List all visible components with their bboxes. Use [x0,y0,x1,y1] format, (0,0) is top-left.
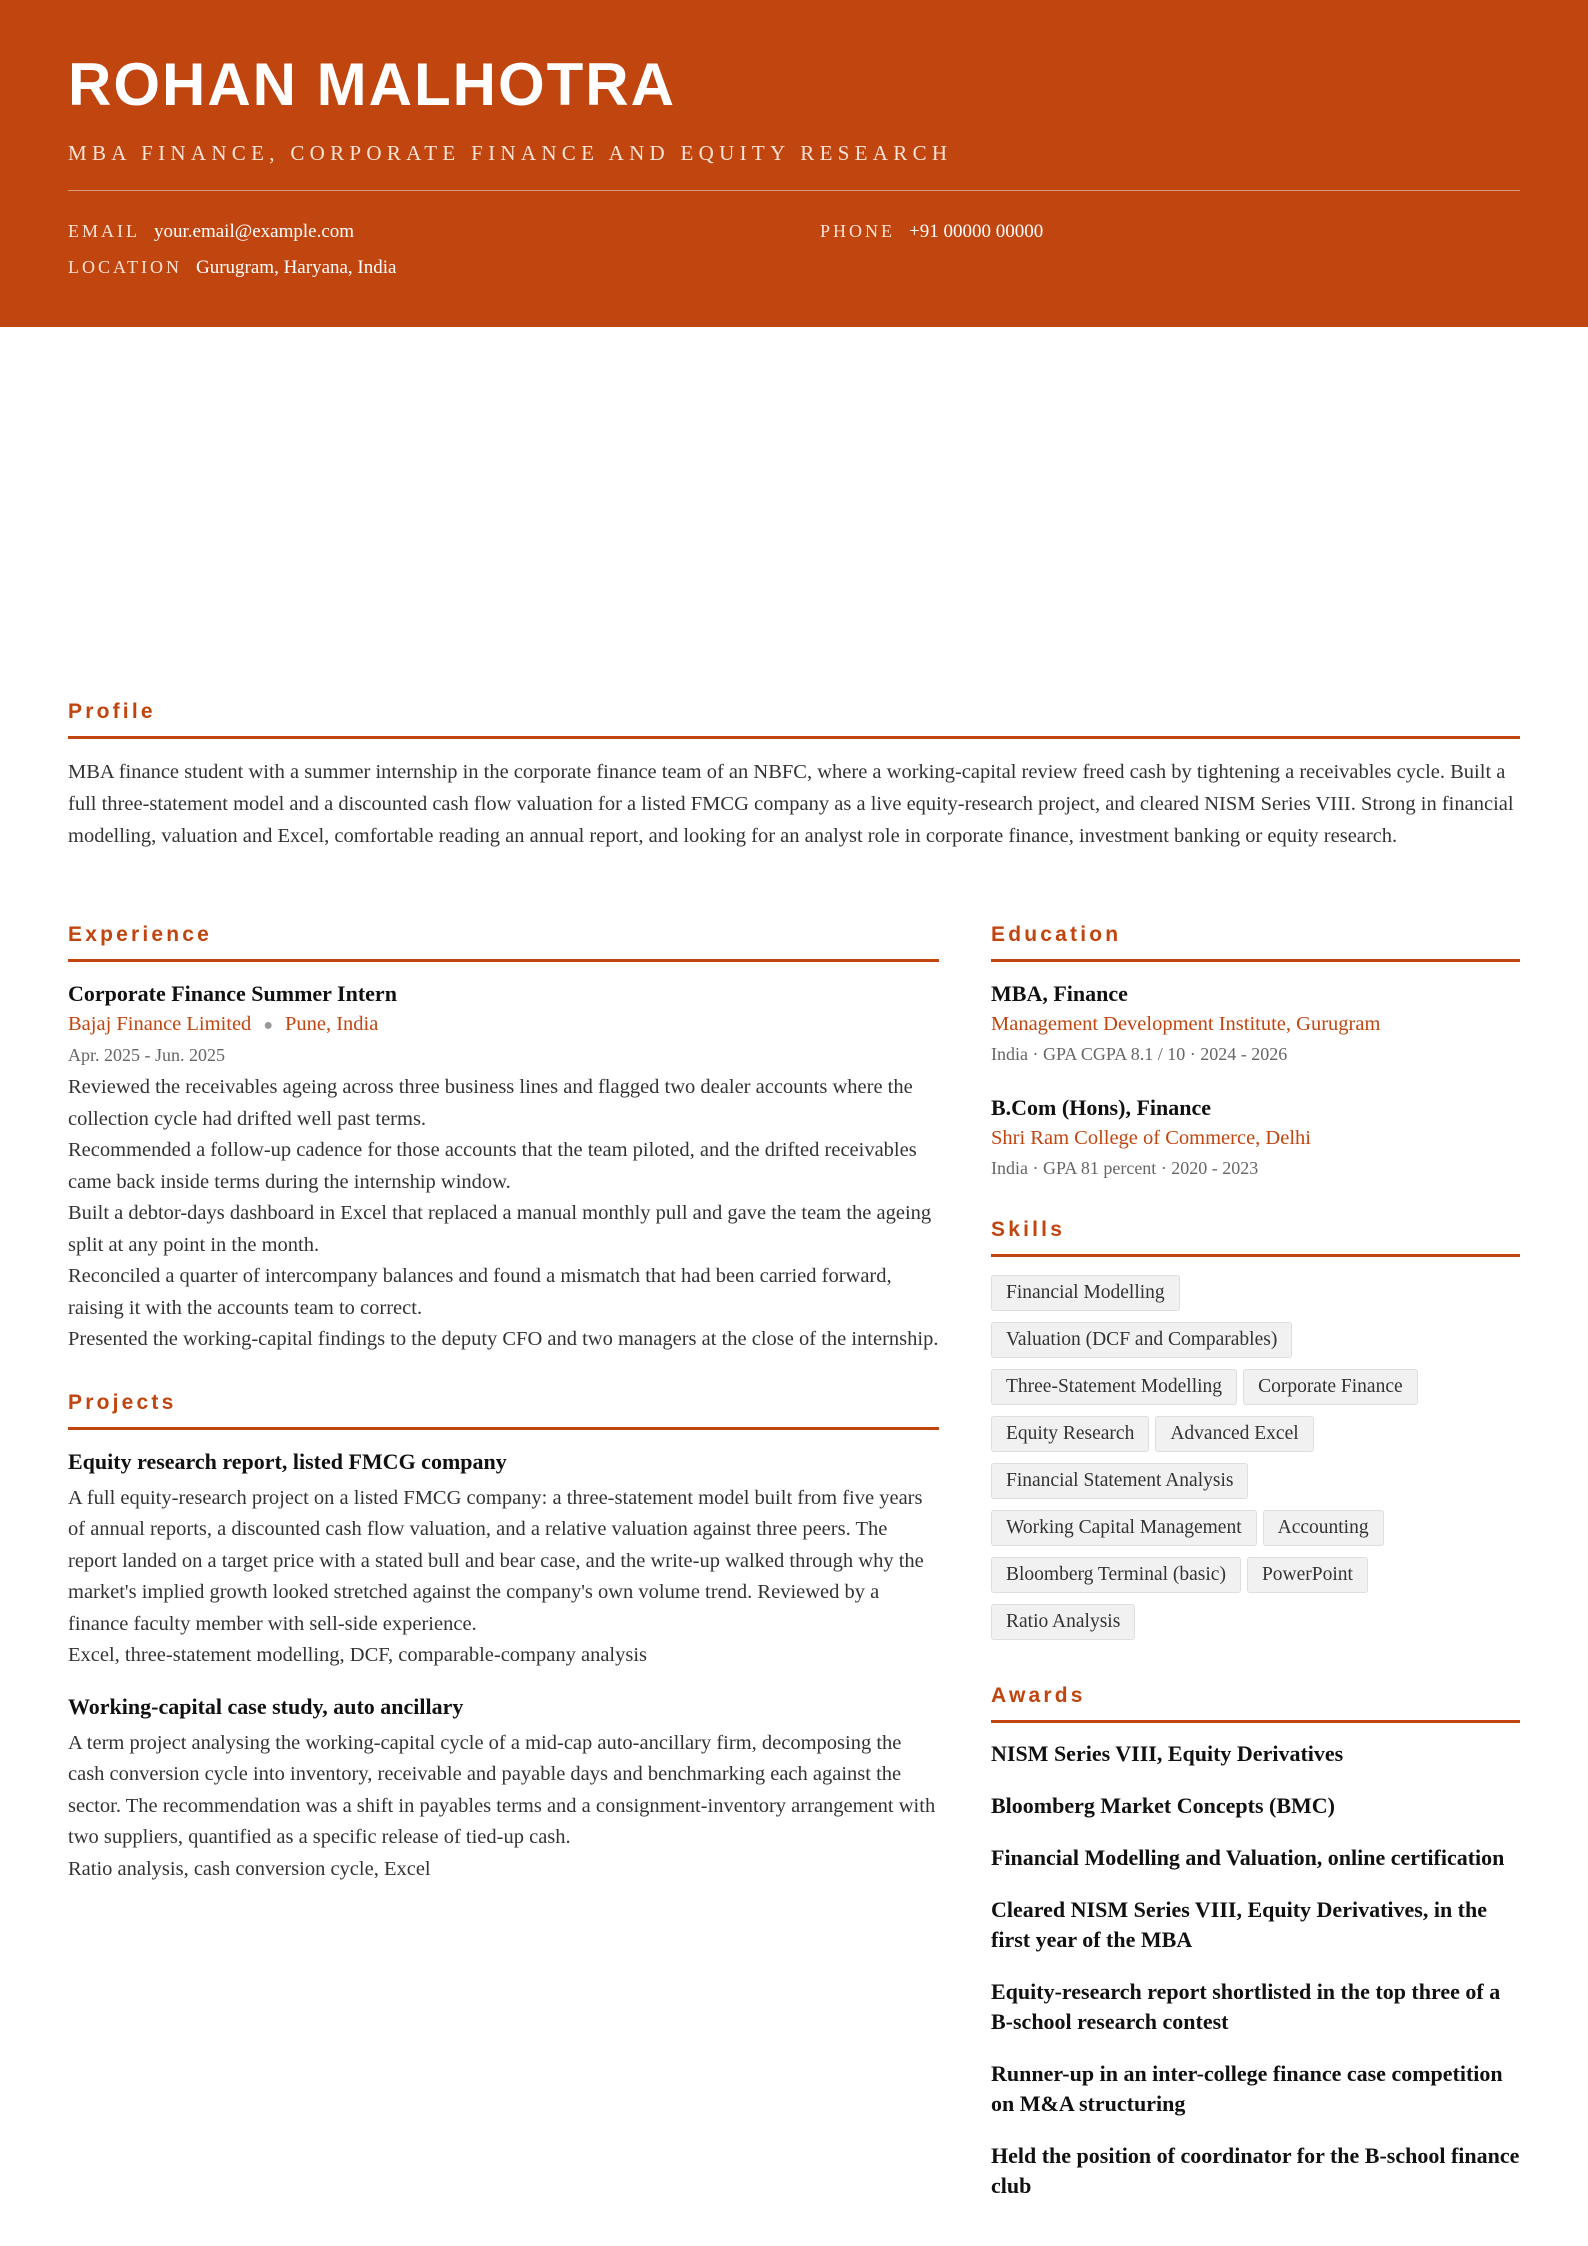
award-item: Financial Modelling and Valuation, online certification [991,1845,1505,1870]
job-bullets [68,1072,939,1356]
candidate-tagline: MBA FINANCE, CORPORATE FINANCE AND EQUITY RESEARCH [68,141,953,165]
header-divider [68,190,1520,191]
phone-value[interactable]: +91 00000 00000 [909,221,1044,242]
skills-section [991,1217,1520,1651]
contact-location [68,254,396,281]
phone-label: PHONE [820,221,896,241]
section-title-skills: Skills [991,1217,1520,1257]
education-section [991,922,1520,1183]
job-entry [68,979,939,1356]
job-bullet: Reconciled a quarter of intercompany balances and found a mismatch that had been carried forward, raising it with the accounts team to correct. [68,1265,892,1319]
project-description: A term project analysing the working-capital cycle of a mid-cap auto-ancillary firm, decomposing the cash conversion cycle into inventory, receivable and payable days and benchmarking each against the sector. The recommendation was a shift in payables terms and a consignment-inventory arrangement with two suppliers, quantified as a specific release of tied-up cash. [68,1731,936,1848]
award-item: Held the position of coordinator for the B-school finance club [991,2143,1520,2198]
education-degree: MBA, Finance [991,981,1128,1006]
project-tech: Excel, three-statement modelling, DCF, comparable-company analysis [68,1644,648,1666]
skill-tag: Working Capital Management [991,1510,1257,1546]
skill-tag: Financial Modelling [991,1275,1180,1311]
section-title-education: Education [991,922,1520,962]
education-entry [991,979,1520,1069]
profile-section [68,699,1520,852]
contact-email [68,218,354,245]
skill-tag: Three-Statement Modelling [991,1369,1237,1405]
location-label: LOCATION [68,257,182,277]
awards-section [991,1683,1520,2201]
skill-tag: Accounting [1263,1510,1384,1546]
left-column [68,922,939,1885]
experience-section [68,922,939,1356]
section-title-awards: Awards [991,1683,1520,1723]
project-entry [68,1692,939,1886]
education-school: Shri Ram College of Commerce, Delhi [991,1127,1311,1149]
award-item: Cleared NISM Series VIII, Equity Derivatives, in the first year of the MBA [991,1897,1488,1952]
job-bullet: Reviewed the receivables ageing across three business lines and flagged two dealer accounts where the collection cycle had drifted well past terms. [68,1076,913,1130]
project-title: Working-capital case study, auto ancillary [68,1693,464,1719]
contact-row-2 [68,254,1520,284]
skill-tag: Bloomberg Terminal (basic) [991,1557,1241,1593]
section-title-projects: Projects [68,1390,939,1430]
education-meta: India · GPA 81 percent · 2020 - 2023 [991,1158,1259,1178]
right-column [991,922,1520,2223]
job-dates: Apr. 2025 - Jun. 2025 [68,1045,225,1065]
section-title-profile: Profile [68,699,1520,739]
skills-list [991,1275,1520,1651]
candidate-name: ROHAN MALHOTRA [68,51,676,118]
contact-phone [820,218,1043,245]
project-description: A full equity-research project on a listed FMCG company: a three-statement model built from five years of annual reports, a discounted cash flow valuation, and a relative valuation against three peers. The report landed on a target price with a stated bull and bear case, and the write-up walked through why the market's implied growth looked stretched against the company's own volume trend. Reviewed by a finance faculty member with sell-side experience. [68,1486,924,1635]
education-degree: B.Com (Hons), Finance [991,1095,1211,1120]
award-item: NISM Series VIII, Equity Derivatives [991,1741,1344,1766]
job-location: Pune, India [284,1013,379,1035]
projects-section [68,1390,939,1886]
skill-tag: Equity Research [991,1416,1149,1452]
education-entry [991,1093,1520,1183]
skill-tag: Financial Statement Analysis [991,1463,1248,1499]
email-label: EMAIL [68,221,140,241]
awards-list [991,1739,1520,2201]
email-value[interactable]: your.email@example.com [154,221,355,242]
section-title-experience: Experience [68,922,939,962]
job-bullet: Recommended a follow-up cadence for those accounts that the team piloted, and the drifted receivables came back inside terms during the internship window. [68,1139,917,1193]
skill-tag: Corporate Finance [1243,1369,1418,1405]
project-tech: Ratio analysis, cash conversion cycle, Excel [68,1857,431,1880]
award-item: Equity-research report shortlisted in the top three of a B-school research contest [991,1979,1501,2034]
job-bullet: Built a debtor-days dashboard in Excel that replaced a manual monthly pull and gave the team the ageing split at any point in the month. [68,1202,932,1256]
resume-header [0,0,1588,327]
job-title: Corporate Finance Summer Intern [68,981,397,1006]
contact-row-1 [68,218,1520,248]
award-item: Runner-up in an inter-college finance case competition on M&A structuring [991,2061,1503,2116]
job-org [68,1009,939,1041]
skill-tag: Valuation (DCF and Comparables) [991,1322,1292,1358]
job-bullet: Presented the working-capital findings to the deputy CFO and two managers at the close of the internship. [68,1328,939,1350]
skill-tag: Advanced Excel [1155,1416,1313,1452]
skill-tag: Ratio Analysis [991,1604,1135,1640]
award-item: Bloomberg Market Concepts (BMC) [991,1793,1335,1818]
education-meta: India · GPA CGPA 8.1 / 10 · 2024 - 2026 [991,1044,1288,1064]
location-value: Gurugram, Haryana, India [196,257,397,278]
job-company: Bajaj Finance Limited [68,1013,252,1035]
profile-text: MBA finance student with a summer internship in the corporate finance team of an NBFC, where a working-capital review freed cash by tightening a receivables cycle. Built a full three-statement model and a discounted cash flow valuation for a listed FMCG company as a live equity-research project, and cleared NISM Series VIII. Strong in financial modelling, valuation and Excel, comfortable reading an annual report, and looking for an analyst role in corporate finance, investment banking or equity research. [68,761,1514,847]
project-entry [68,1447,939,1672]
education-school: Management Development Institute, Gurugram [991,1013,1381,1035]
project-title: Equity research report, listed FMCG company [68,1448,507,1474]
separator-dot-icon: ● [263,1017,273,1034]
skill-tag: PowerPoint [1247,1557,1368,1593]
